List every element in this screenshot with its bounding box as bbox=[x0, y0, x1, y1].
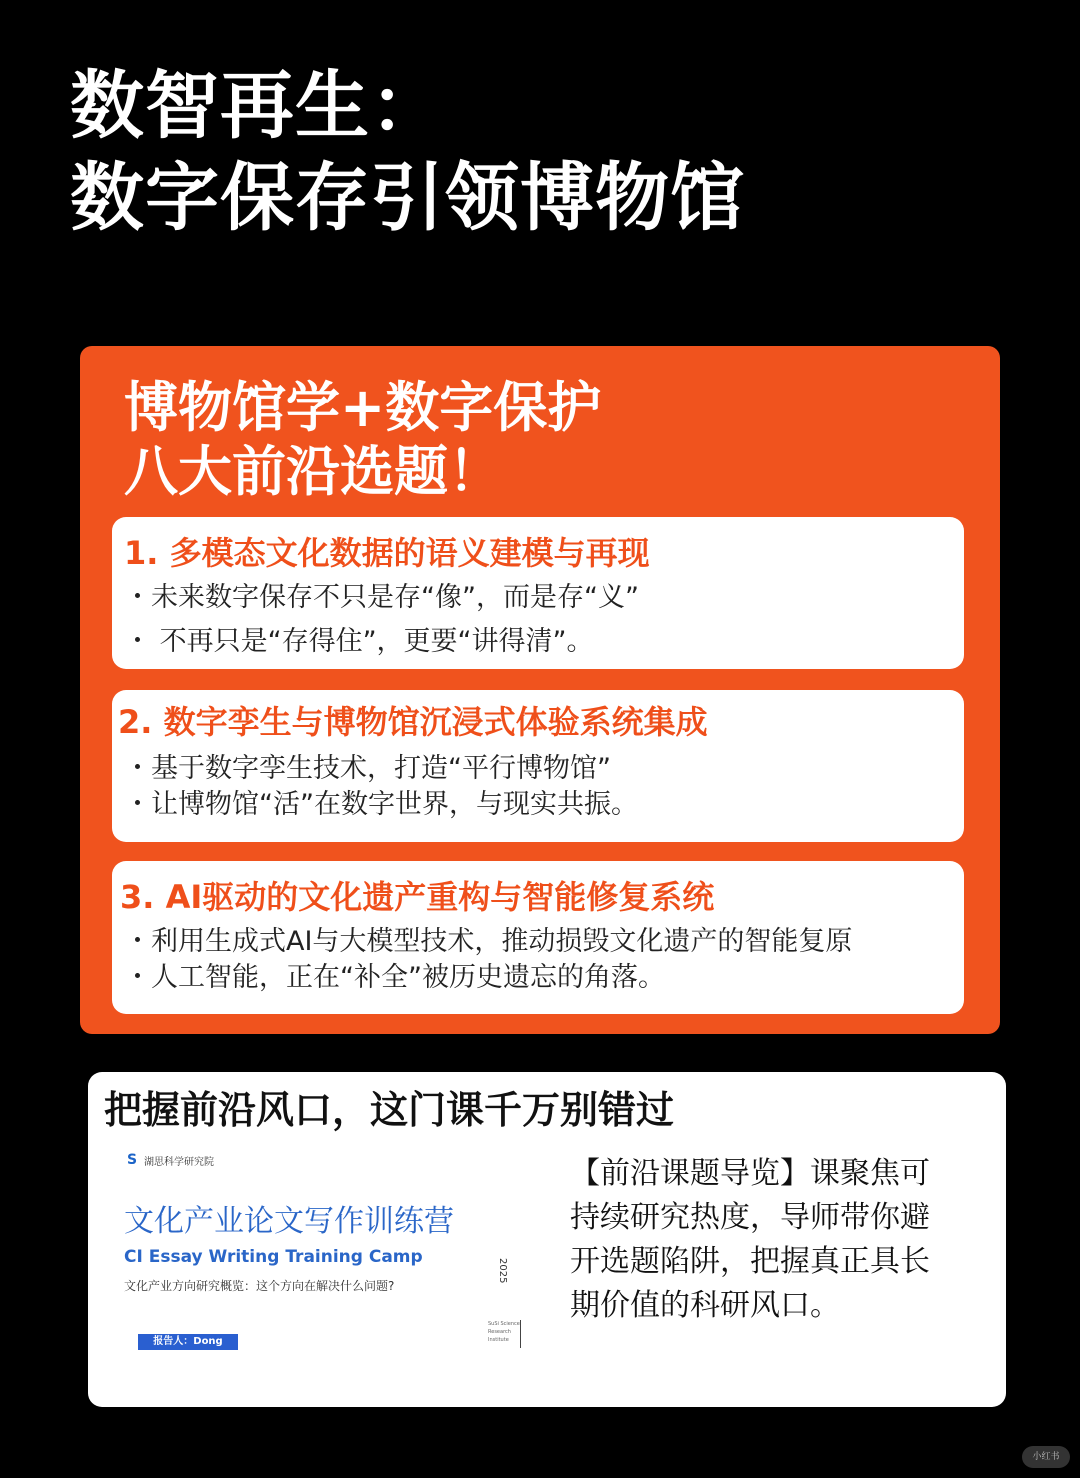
panel-heading-line-2: 八大前沿选题！ bbox=[124, 440, 502, 503]
course-description-line: 持续研究热度，导师带你避 bbox=[570, 1200, 930, 1235]
slide-presenter-badge: 报告人：Dong bbox=[138, 1334, 238, 1350]
topic-title: 3. AI驱动的文化遗产重构与智能修复系统 bbox=[120, 878, 715, 916]
course-description-line: 开选题陷阱，把握真正具长 bbox=[570, 1244, 930, 1279]
topics-panel bbox=[80, 346, 1000, 1034]
topic-card-1 bbox=[112, 517, 964, 669]
page-title bbox=[70, 60, 1030, 244]
slide-institute-line: SuSi Science bbox=[488, 1321, 520, 1327]
topic-title: 1. 多模态文化数据的语义建模与再现 bbox=[124, 534, 650, 572]
slide-institute bbox=[488, 1320, 520, 1344]
panel-heading bbox=[124, 376, 924, 504]
course-card bbox=[88, 1072, 1006, 1407]
slide-title-cn: 文化产业论文写作训练营 bbox=[124, 1204, 454, 1239]
slide-divider bbox=[520, 1320, 521, 1348]
slide-subtitle: 文化产业方向研究概览：这个方向在解决什么问题? bbox=[124, 1279, 395, 1293]
slide-institute-line: Institute bbox=[488, 1337, 509, 1343]
topic-card-2 bbox=[112, 690, 964, 842]
topic-bullet: ・基于数字孪生技术，打造“平行博物馆” bbox=[124, 753, 611, 784]
topic-bullet: ・利用生成式AI与大模型技术，推动损毁文化遗产的智能复原 bbox=[124, 926, 853, 957]
slide-institute-line: Research bbox=[488, 1329, 511, 1335]
topic-bullet: ・让博物馆“活”在数字世界，与现实共振。 bbox=[124, 789, 638, 820]
slide-logo bbox=[124, 1152, 214, 1168]
institute-logo-icon: S bbox=[126, 1152, 138, 1168]
course-slide-thumbnail bbox=[110, 1152, 530, 1392]
panel-heading-line-1: 博物馆学+数字保护 bbox=[124, 376, 602, 439]
topic-bullet: ・未来数字保存不只是存“像”，而是存“义” bbox=[124, 582, 639, 613]
watermark: 小红书 bbox=[1022, 1446, 1070, 1468]
course-description-line: 期价值的科研风口。 bbox=[570, 1288, 840, 1323]
slide-year: 2025 bbox=[497, 1258, 508, 1284]
course-heading: 把握前沿风口，这门课千万别错过 bbox=[104, 1088, 675, 1132]
topic-bullet: ・人工智能，正在“补全”被历史遗忘的角落。 bbox=[124, 962, 665, 993]
course-description bbox=[570, 1152, 970, 1328]
topic-title: 2. 数字孪生与博物馆沉浸式体验系统集成 bbox=[118, 703, 708, 741]
title-line-1: 数智再生： bbox=[70, 63, 445, 149]
topic-bullet: ・ 不再只是“存得住”，更要“讲得清”。 bbox=[124, 626, 594, 657]
slide-logo-text: 湖思科学研究院 bbox=[144, 1156, 214, 1168]
course-description-line: 【前沿课题导览】课聚焦可 bbox=[570, 1156, 930, 1191]
title-line-2: 数字保存引领博物馆 bbox=[70, 155, 745, 241]
topic-card-3 bbox=[112, 861, 964, 1014]
slide-title-en: CI Essay Writing Training Camp bbox=[124, 1247, 423, 1267]
